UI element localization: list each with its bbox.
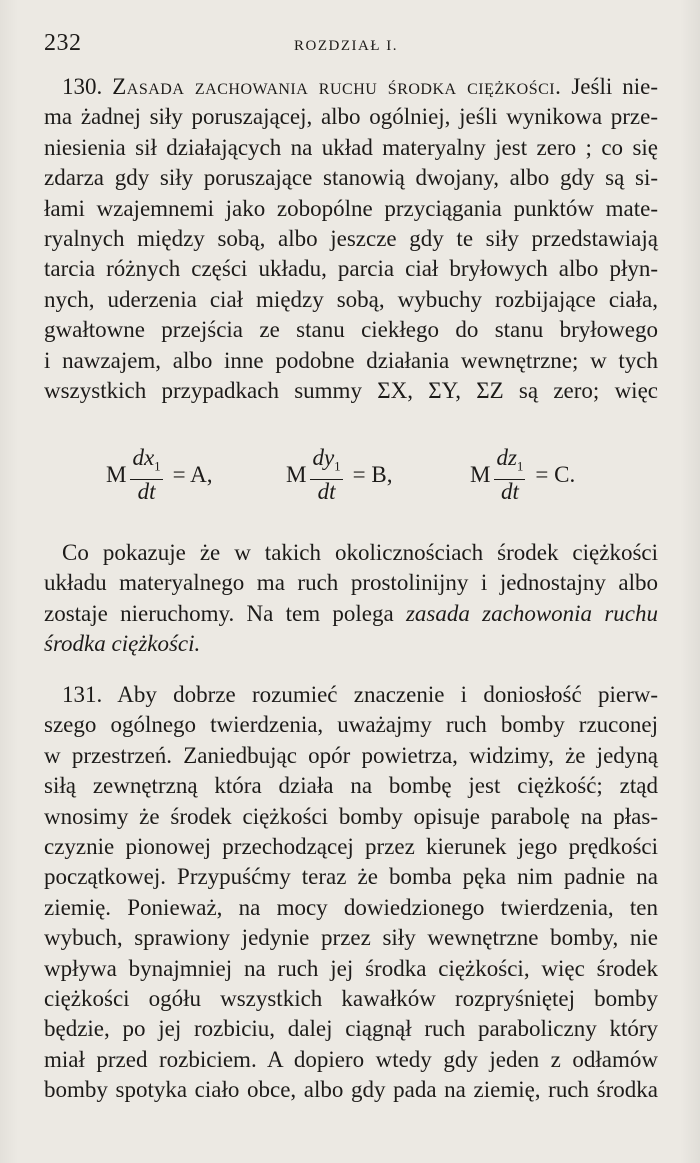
equation-x	[106, 446, 212, 504]
text-line: szego ogólnego twierdzenia, uważajmy ruch bomby rzuconej	[44, 712, 658, 738]
section-131	[44, 680, 658, 1105]
section-131-first-line: 131. Aby dobrze rozumieć znaczenie i doniosłość pierw-	[62, 682, 659, 707]
text-line: czyznie pionowej przechodzącej przez kierunek jego prędkości	[44, 833, 658, 859]
page-header	[44, 30, 664, 60]
equation-y	[286, 446, 392, 504]
numerator: $dx_1$	[130, 446, 162, 480]
text-line: ziemię. Ponieważ, na mocy dowiedzionego twierdzenia, ten	[44, 894, 658, 920]
text-line: Jeśli nie-	[571, 74, 658, 99]
section-130-first-line	[44, 72, 658, 102]
equation-rhs: = C.	[535, 461, 576, 487]
text-line: wszystkich przypadkach summy ΣX, ΣY, ΣZ są zero; więc	[44, 377, 658, 403]
section-number: 131.	[62, 682, 103, 707]
numerator: $dz_1$	[494, 446, 525, 480]
page-number: 232	[44, 30, 82, 56]
text-line: wpływa bynajmniej na ruch jej środka ciężkości, więc środek	[44, 955, 658, 981]
section-130	[44, 72, 658, 406]
text-line: zdarza gdy siły poruszające stanowią dwojany, albo gdy są si-	[44, 165, 658, 191]
conclusion-paragraph	[44, 538, 658, 660]
denominator: dt	[317, 478, 336, 504]
denominator: dt	[500, 478, 519, 504]
text-line: tarcia różnych części układu, parcia ciał bryłowych albo płyn-	[44, 256, 658, 282]
emphasis-line: środka ciężkości.	[44, 631, 201, 657]
equation-rhs: = A,	[172, 461, 213, 487]
text-line: Co pokazuje że w takich okolicznościach środek ciężkości	[62, 540, 658, 565]
text-line: początkowej. Przypuśćmy teraz że bomba pęka nim padnie na	[44, 864, 658, 890]
text-line: ma żadnej siły poruszającej, albo ogólniej, jeśli wynikowa prze-	[44, 104, 658, 130]
mass-symbol: M	[470, 461, 491, 487]
emphasis: zasada zachowonia ruchu	[405, 600, 658, 626]
text-line: i nawzajem, albo inne podobne działania wewnętrzne; w tych	[44, 347, 658, 373]
fraction	[310, 446, 342, 504]
text-line: niesienia sił działających na układ materyalny jest zero ; co się	[44, 134, 658, 160]
numerator: $dy_1$	[310, 446, 342, 480]
section-number: 130.	[62, 74, 103, 99]
text-line: gwałtowne przejścia ze stanu ciekłego do stanu bryłowego	[44, 317, 658, 343]
text-line: miał przed rozbiciem. A dopiero wtedy gdy jeden z odłamów	[44, 1046, 658, 1072]
text-line: ciężkości ogółu wszystkich kawałków rozpryśniętej bomby	[44, 985, 658, 1011]
equation-z	[470, 446, 575, 504]
running-head: ROZDZIAŁ I.	[294, 38, 398, 54]
denominator: dt	[137, 478, 156, 504]
fraction	[130, 446, 162, 504]
text-line: łami wzajemnemi jako zobopólne przyciągania punktów mate-	[44, 195, 658, 221]
text-line: zostaje nieruchomy. Na tem polega zasada zachowonia ruchu	[44, 600, 658, 626]
text-line: w przestrzeń. Zaniedbując opór powietrza, widzimy, że jedyną	[44, 742, 658, 768]
mass-symbol: M	[286, 461, 307, 487]
fraction	[494, 446, 525, 504]
text-line: siłą zewnętrzną która działa na bombę jest ciężkość; ztąd	[44, 773, 658, 799]
text-line: bomby spotyka ciało obce, albo gdy pada na ziemię, ruch środka	[44, 1077, 658, 1103]
mass-symbol: M	[106, 461, 127, 487]
text-line: wnosimy że środek ciężkości bomby opisuje parabolę na płas-	[44, 803, 658, 829]
text-line: układu materyalnego ma ruch prostolinijny i jednostajny albo	[44, 570, 658, 596]
equation-rhs: = B,	[352, 461, 393, 487]
text-line: ryalnych między sobą, albo jeszcze gdy te siły przedstawiają	[44, 225, 658, 251]
text-line: wybuch, sprawiony jedynie przez siły wewnętrzne bomby, nie	[44, 925, 658, 951]
equations	[44, 440, 658, 504]
section-title: Zasada zachowania ruchu środka ciężkości.	[112, 74, 562, 99]
text-line: nych, uderzenia ciał między sobą, wybuchy rozbijające ciała,	[44, 286, 658, 312]
text-line: będzie, po jej rozbiciu, dalej ciągnął ruch paraboliczny który	[44, 1016, 658, 1042]
